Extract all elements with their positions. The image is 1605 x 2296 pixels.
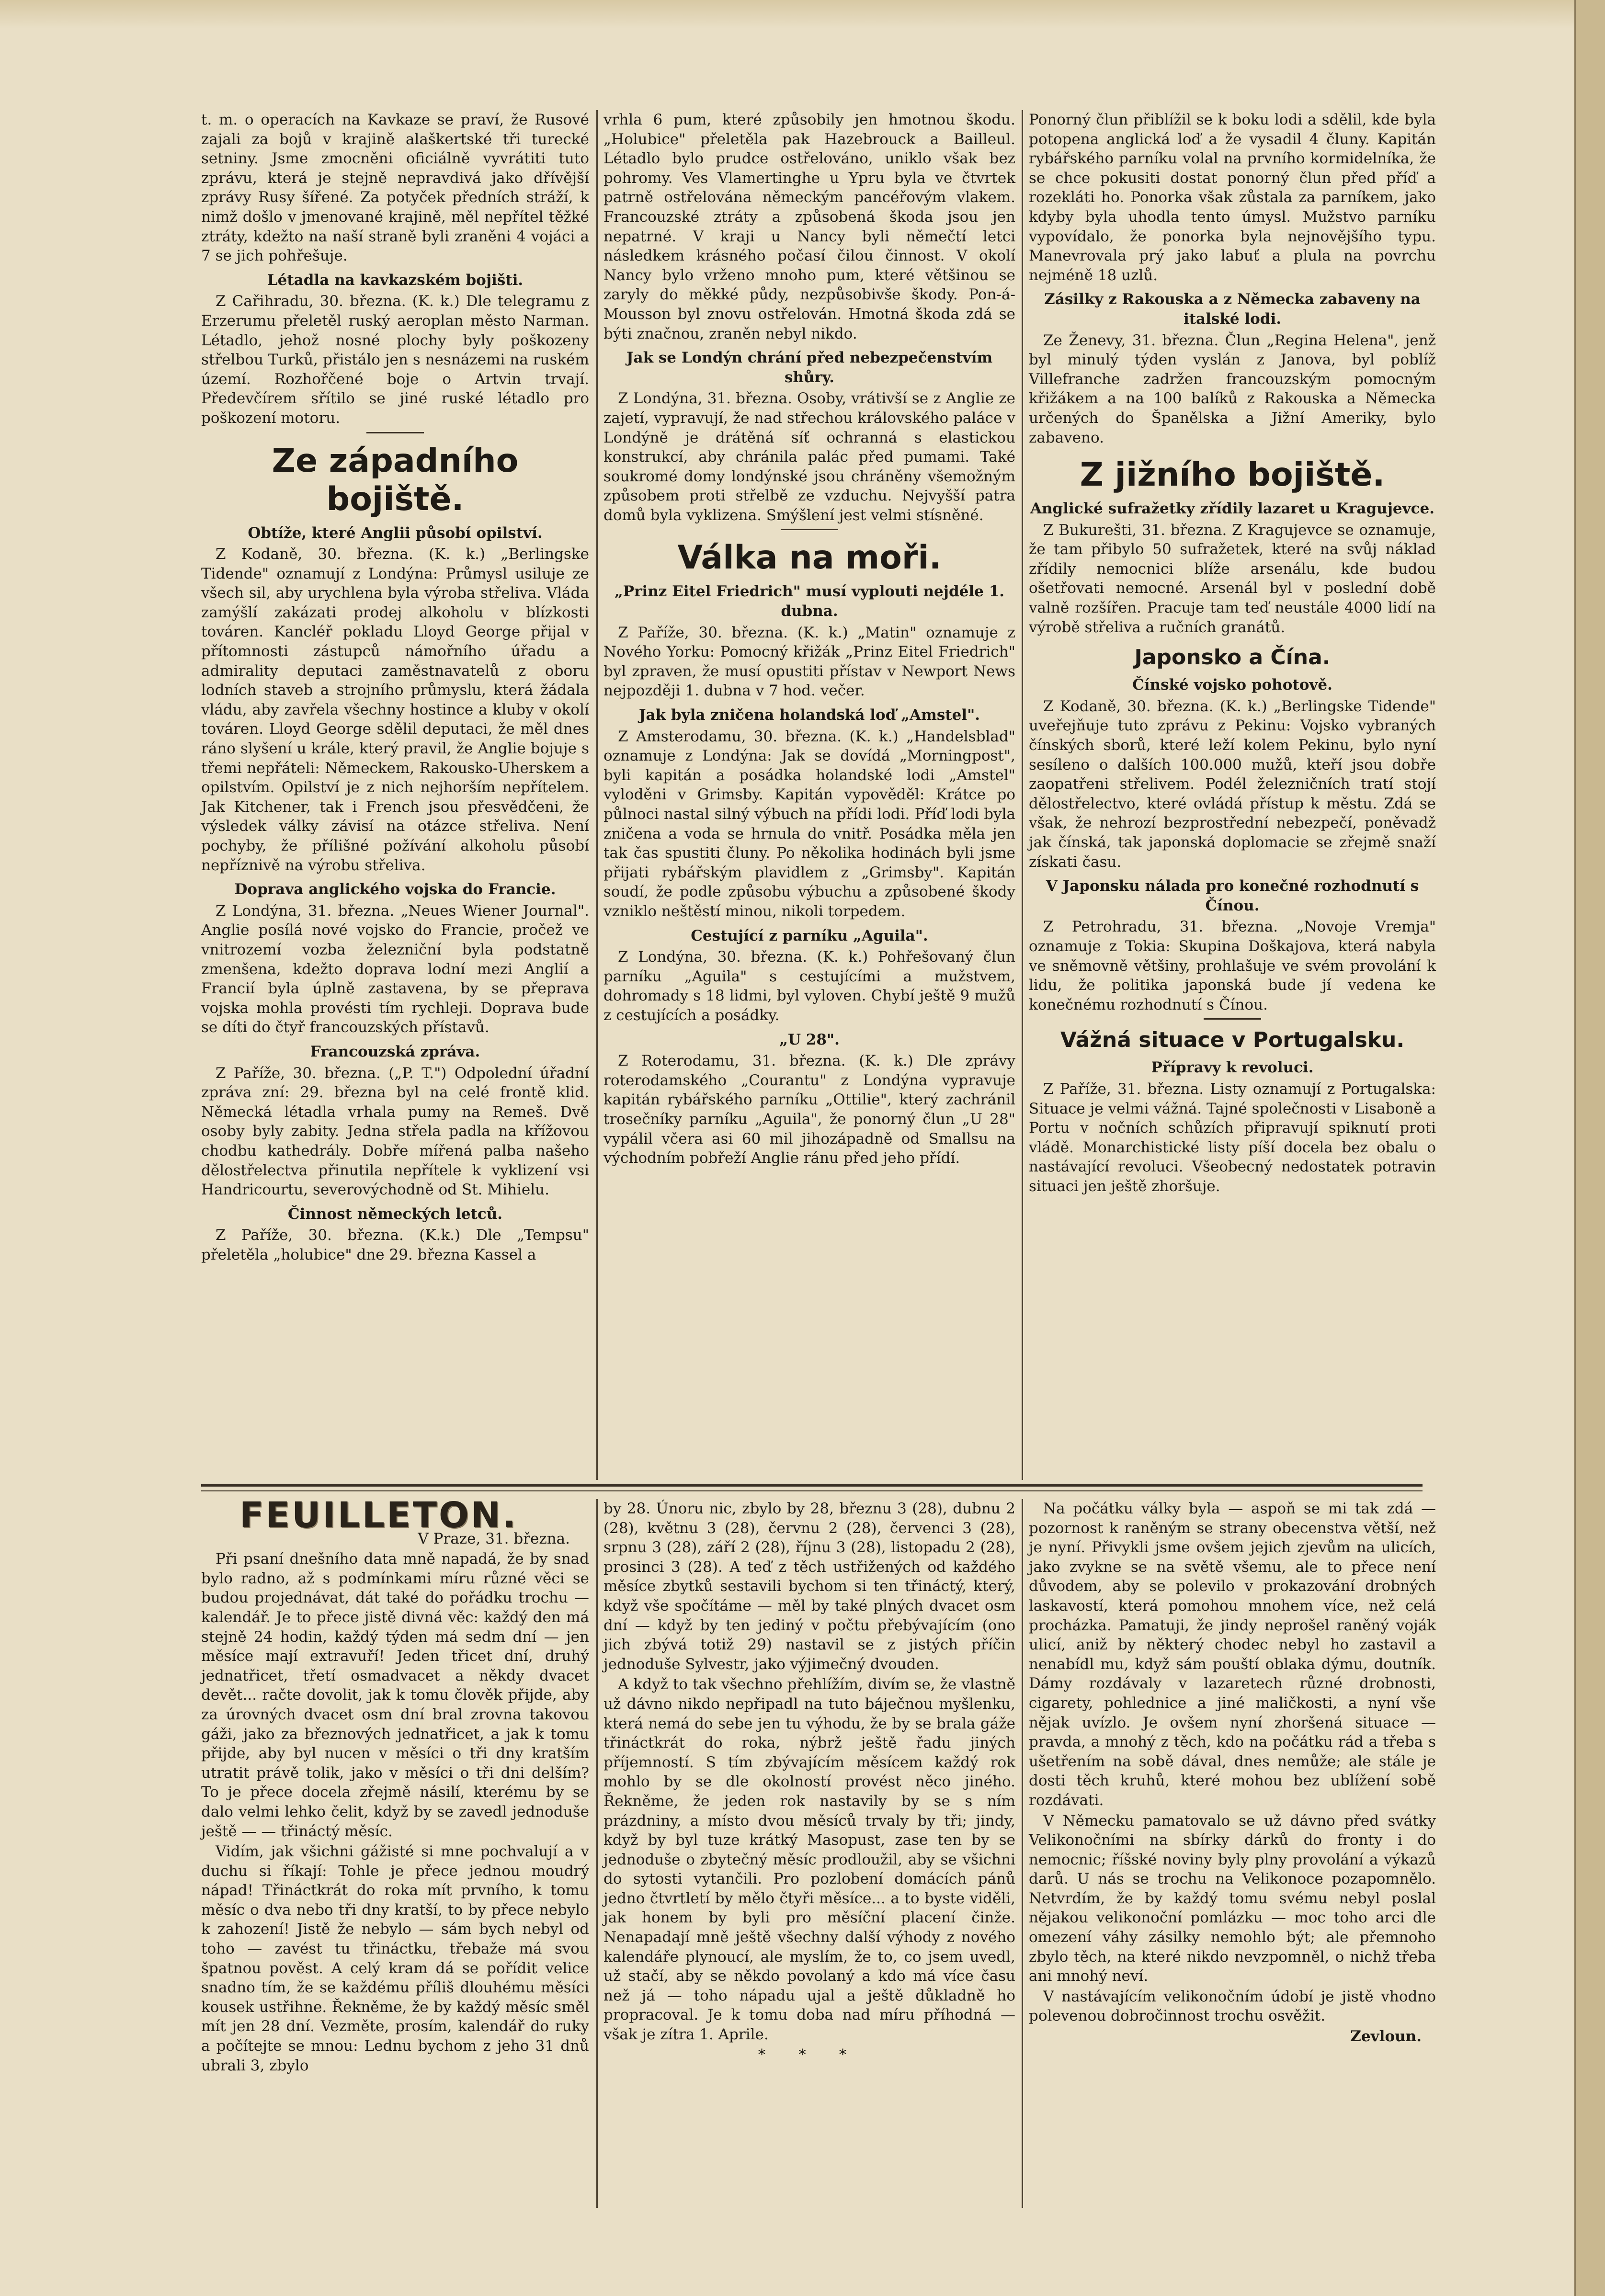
divider	[366, 432, 424, 433]
section-heading: Ze západního bojiště.	[272, 442, 519, 518]
feuilleton-dateline: V Praze, 31. března.	[418, 1530, 570, 1547]
article-text: Z Paříže, 30. března. (K.k.) Dle „Tempsu" přeletěla „holubice" dne 29. března Kassel a	[201, 1227, 589, 1263]
article-heading: Jak se Londýn chrání před nebezpečenstvím shůry.	[626, 349, 993, 386]
feuilleton-text: V Německu pamatovalo se už dávno před svátky Velikonočními na sbírky dárků do fronty i do nemocnic; říšské noviny byly plny provolání a výkazů darů. U nás se trochu na Velikonoce pozapomnělo. Netvrdím, že by každý tomu svému nebyl poslal nějakou velikonoční pomlázku — moc toho arci dle omezení váhy zásilky nemohlo být; ale přemnoho zbylo těch, na které nikdo nevzpomněl, o nichž třeba ani mnohý neví.	[1029, 1812, 1436, 1985]
section-heading: Japonsko a Čína.	[1134, 645, 1331, 670]
divider	[1204, 1018, 1261, 1020]
feuilleton-text: Při psaní dnešního data mně napadá, že by snad bylo radno, až s podmínkami míru různé věci se budou projednávat, dát také do pořádku trochu — kalendář. Je to přece jistě divná věc: každý den má stejně 24 hodin, každý týden má sedm dní — jen měsíce mají extravuří! Jeden třicet dní, druhý jednatřicet, třetí osmadvacet a někdy dvacet devět... račte dovolit, jak k tomu člověk přijde, aby za úrovných dvacet osm dní bral zrovna takovou gáži, jako za březnových jednatřicet, a jak k tomu přijde, aby byl nucen v měsíci o tři dny kratším utratit právě tolik, jako v měsíci o tři dni delším? To je přece docela zřejmě násilí, kterému by se dalo velmi lehko čelit, když by se zavedl jednoduše ještě — — třináctý měsíc.	[201, 1550, 589, 1840]
article-heading: Létadla na kavkazském bojišti.	[267, 271, 524, 289]
section-heading: Z jižního bojiště.	[1080, 456, 1385, 494]
feuilleton-title: FEUILLETON.	[239, 1495, 518, 1536]
article-text: Z Londýna, 31. března. Osoby, vrátivší se z Anglie ze zajetí, vypravují, že nad střechou královského paláce v Londýně je drátěná síť ochranná s elastickou konstrukcí, aby chránila palác před pumami. Také soukromé domy londýnské jsou chráněny všemožným způsobem proti střelbě ze vzduchu. Nejvyšší patra domů byla vyklizena. Smýšlení jest velmi stísněné.	[603, 390, 1015, 524]
section-heading: Válka na moři.	[677, 539, 942, 577]
feuilleton-text: A když to tak všechno přehlížím, divím se, že vlastně už dávno nikdo nepřipadl na tuto báječnou myšlenku, která nemá do sebe jen tu výhodu, že by se brala gáže třináctkrát do roka, nýbrž ještě řadu jiných příjemností. S tím zbývajícím měsícem každý rok mohlo by se dle okolností provést něco jiného. Řekněme, že jeden rok nastavily by se s ním prázdniny, a místo dvou měsíců trvaly by tři; jindy, když by byl tuze krátký Masopust, zase ten by se jednoduše o zbytečný měsíc prodloužil, aby se všichni do sytosti vytančili. Pro pozlobení domácích pánů jedno čtvrtletí by mělo čtyři měsíce... a to byste viděli, jak honem by byli pro měsíční placení činže. Nenapadají mně ještě všechny další výhody z nového kalendáře plynoucí, ale myslím, že to, co jsem uvedl, už stačí, aby se někdo povolaný a kdo má více času než já — toho nápadu ujal a ještě důkladně ho propracoval. Je k tomu doba nad míru příhodná — však je zítra 1. Aprile.	[603, 1676, 1015, 2044]
article-heading: Zásilky z Rakouska a z Německa zabaveny na italské lodi.	[1044, 291, 1421, 328]
article-text: Z Paříže, 31. března. Listy oznamují z Portugalska: Situace je velmi vážná. Tajné společnosti v Lisaboně a Portu v nočních schůzích připravují spiknutí proti vládě. Monarchistické listy píší docela bez obalu o nastávající revoluci. Všeobecný nedostatek potravin situaci jen ještě zhoršuje.	[1029, 1080, 1436, 1195]
feuilleton-text: Vidím, jak všichni gážisté si mne pochvalují a v duchu si říkají: Tohle je přece jednou moudrý nápad! Třináctkrát do roka mít prvního, k tomu měsíc o dva nebo tři dny kratší, to by přece nebylo k zahození! Jistě že nebylo — sám bych nebyl od toho — zavést tu třináctku, třebaže má svou špatnou pověst. A celý kram dá se pořídit velice snadno tím, že se každému příliš dlouhému měsíci kousek ustřihne. Řekněme, že by každý měsíc směl mít jen 28 dní. Vezměte, prosím, kalendář do ruky a počítejte se mnou: Lednu bychom z jeho 31 dnů ubrali 3, zbylo	[201, 1843, 589, 2074]
article-heading: „U 28".	[779, 1031, 840, 1048]
article-text: Z Londýna, 31. března. „Neues Wiener Journal". Anglie posílá nové vojsko do Francie, pročež ve vnitrozemí vozba železniční byla podstatně zmenšena, kdežto doprava lodní mezi Anglií a Francií byla úplně zastavena, by se přeprava vojska mohla provésti tím rychleji. Doprava bude se díti do čtyř francouzských přístavů.	[201, 902, 589, 1036]
article-heading: Doprava anglického vojska do Francie.	[234, 881, 556, 898]
column-rule	[1022, 1499, 1023, 2208]
feuilleton-separator	[201, 1484, 1423, 1487]
article-text: Z Cařihradu, 30. března. (K. k.) Dle telegramu z Erzerumu přeletěl ruský aeroplan město Narman. Létadlo, jehož nosné plochy byly poškozeny střelbou Turků, přistálo jen s nesnázemi na ruském území. Rozhořčené boje o Artvin trvají. Předevčírem sřítilo se jiné ruské létadlo pro poškození motoru.	[201, 293, 589, 427]
article-text: Ponorný člun přiblížil se k boku lodi a sdělil, kde byla potopena anglická loď a že vysadil 4 čluny. Kapitán rybářského parníku volal na prvního kormidelníka, že se chce pokusiti dostat ponorný člun před příď a rozekláti ho. Ponorka však zůstala za parníkem, jako kdyby byla uhodla tento úmysl. Mužstvo parníku vypovídalo, že ponorka byla nejnovějšího typu. Manevrovala prý jako labuť a plula na povrchu nejméně 18 uzlů.	[1029, 111, 1436, 284]
article-heading: Francouzská zpráva.	[310, 1043, 480, 1060]
column-rule	[1022, 110, 1023, 1480]
article-text: Z Roterodamu, 31. března. (K. k.) Dle zprávy roterodamského „Courantu" z Londýna vypravuje kapitán rybářského parníku „Ottilie", který zachránil trosečníky parníku „Aguila", že ponorný člun „U 28" vypálil včera asi 60 mil jihozápadně od Smallsu na východním pobřeží Anglie ránu před jeho přídí.	[603, 1052, 1015, 1167]
feuilleton-text: Na počátku války byla — aspoň se mi tak zdá — pozornost k raněným se strany obecenstva větší, než je nyní. Přivykli jsme ovšem jejich zjevům na ulicích, jako zvykne se na světě všemu, ale to přece není důvodem, aby se polevilo v prokazování drobných laskavostí, která pomohou mnohem více, než celá procházka. Pamatuji, že jindy neprošel raněný voják ulicí, aniž by některý chodec nebyl ho zastavil a nenabídl mu, když sám pouští oblaka dýmu, doutník. Dámy rozdávaly v lazaretech různé drobnosti, cigarety, pohlednice a jiné maličkosti, a nyní vše nějak uvízlo. Je ovšem nyní zhoršená situace — pravda, a mnohý z těch, kdo na počátku rád a třeba s ušetřením na sobě dával, dnes nemůže; ale stále je dosti těch kruhů, které mohou bez ublížení sobě rozdávati.	[1029, 1500, 1436, 1809]
feuilleton-text: V nastávajícím velikonočním údobí je jistě vhodno polevenou dobročinnost trochu osvěžit.	[1029, 1988, 1436, 2025]
feuilleton-separator-thin	[201, 1490, 1423, 1491]
article-text: Ze Ženevy, 31. března. Člun „Regina Helena", jenž byl minulý týden vyslán z Janova, byl poblíž Villefranche zadržen francouzským pomocným křižákem a na 100 balíků z Rakouska a Německa určených do Španělska a Jižní Ameriky, bylo zabaveno.	[1029, 331, 1436, 446]
page-edge-top	[0, 0, 1605, 29]
article-text: Z Kodaně, 30. března. (K. k.) „Berlingske Tidende" uveřejňuje tuto zprávu z Pekinu: Vojsko vybraných čínských sborů, které leží kolem Pekinu, bylo nyní sesíleno o dalších 100.000 mužů, kteří jsou dobře zaopatřeni střelivem. Podél železničních tratí stojí dělostřelectvo, které ovládá přístup k městu. Zdá se však, že nehrozí bezprostřední nebezpečí, poněvadž jak čínská, tak japonská doplomacie se zřejmě snaží získati času.	[1029, 697, 1436, 871]
divider	[781, 529, 838, 530]
article-text: Z Londýna, 30. března. (K. k.) Pohřešovaný člun parníku „Aguila" s cestujícími a mužstvem, dohromady s 18 lidmi, byl vyloven. Chybí ještě 9 mužů z cestujících a posádky.	[603, 948, 1015, 1024]
column-1	[201, 110, 589, 1265]
article-text: Z Bukurešti, 31. března. Z Kragujevce se oznamuje, že tam přibylo 50 sufražetek, které na svůj náklad zřídily nemocnici blíže arsenálu, kde budou ošetřovati nemocné. Arsenál byl v poslední době valně rozšířen. Pracuje tam teď neustále 4000 lidí na výrobě střeliva a ručních granátů.	[1029, 521, 1436, 636]
column-2	[603, 110, 1015, 1169]
article-text: Z Petrohradu, 31. března. „Novoje Vremja" oznamuje z Tokia: Skupina Doškajova, která nabyla ve sněmovně většiny, prohlašuje ve svém provolání k lidu, že politika japonská bude jí vedena ke konečnému rozhodnutí s Čínou.	[1029, 918, 1436, 1013]
article-heading: V Japonsku nálada pro konečné rozhodnutí s Čínou.	[1046, 877, 1419, 914]
article-text: Z Paříže, 30. března. (K. k.) „Matin" oznamuje z Nového Yorku: Pomocný křižák „Prinz Eitel Friedrich" byl zpraven, že musí opustiti přístav v Newport News nejpozději 1. dubna v 7 hod. večer.	[603, 624, 1015, 700]
article-heading: „Prinz Eitel Friedrich" musí vyplouti nejdéle 1. dubna.	[614, 583, 1005, 620]
article-text: t. m. o operacích na Kavkaze se praví, že Rusové zajali za bojů v krajině alaškertské tři turecké setniny. Jsme zmocněni oficiálně vyvrátiti tuto zprávu, která je stejně nepravdivá jako dřívější zprávy Rusy šířené. Za potyček předních stráží, k nimž došlo v jmenované krajině, měl nepřítel těžké ztráty, kdežto na naší straně byli zraněni 4 vojáci a 7 se jich pohřešuje.	[201, 111, 589, 265]
article-heading: Činnost německých letců.	[287, 1205, 503, 1223]
article-text: Z Paříže, 30. března. („P. T.") Odpolední úřadní zpráva zní: 29. března byl na celé frontě klid. Německá létadla vrhala pumy na Remeš. Dvě osoby byly zabity. Jedna střela padla na křížovou chodbu kathedrály. Dobře mířená palba našeho dělostřelectva přinutila nepřítele k vyklizení vsi Handricourtu, severovýchodně od St. Mihielu.	[201, 1064, 589, 1199]
article-heading: Obtíže, které Anglii působí opilství.	[248, 524, 543, 542]
article-text: Z Amsterodamu, 30. března. (K. k.) „Handelsblad" oznamuje z Londýna: Jak se dovídá „Morningpost", byli kapitán a posádka holandské lodi „Amstel" vyloděni v Grimsby. Kapitán vypověděl: Krátce po půlnoci nastal silný výbuch na přídi lodi. Příď lodi byla zničena a voda se hrnula do vnitř. Posádka měla jen tak čas spustiti čluny. Po několika hodinách byli jsme přijati rybářským plavidlem z „Grimsby". Kapitán soudí, že podle způsobu výbuchu a způsobené škody vzniklo neštěstí minou, nikoli torpedem.	[603, 727, 1015, 920]
column-3	[1029, 110, 1436, 1197]
feuilleton-signature: Zevloun.	[1350, 2028, 1422, 2046]
article-heading: Přípravy k revoluci.	[1151, 1059, 1314, 1077]
column-rule	[596, 1499, 598, 2208]
article-text: vrhla 6 pum, které způsobily jen hmotnou škodu. „Holubice" přeletěla pak Hazebrouck a Bailleul. Létadlo bylo prudce ostřelováno, uniklo však bez pohromy. Ves Vlamertinghe u Ypru byla ve čtvrtek patrně ostřelována německým pancéřovým vlakem. Francouzské ztráty a způsobená škoda jsou jen nepatrné. V kraji u Nancy byli němečtí letci následkem krásného počasí čilou činnost. V okolí Nancy bylo vrženo mnoho pum, které většinou se zaryly do měkké půdy, nezpůsobivše škody. Pon-á-Mousson byl znovu ostřelován. Hmotná škoda zdá se býti značnou, zraněn nebyl nikdo.	[603, 111, 1015, 342]
section-stars: * * *	[758, 2046, 861, 2063]
article-heading: Čínské vojsko pohotově.	[1132, 676, 1332, 694]
feuilleton-column-2	[603, 1499, 1015, 2065]
feuilleton-column-1	[201, 1495, 589, 2076]
feuilleton-text: by 28. Únoru nic, zbylo by 28, březnu 3 (28), dubnu 2 (28), květnu 3 (28), červnu 2 (28), červenci 3 (28), srpnu 3 (28), září 2 (28), říjnu 3 (28), listopadu 2 (28), prosinci 3 (28). A teď z těch ustřižených od každého měsíce zbytků sestavili bychom si ten třináctý, který, když vše spočítáme — měl by také plných dvacet osm dní — když by ten jediný v počtu přebývajícím (ono jich zbývá totiž 29) nastavil se z jistých příčin jednoduše Sylvestr, jako výjimečný dvouden.	[603, 1500, 1015, 1673]
article-heading: Cestující z parníku „Aguila".	[691, 927, 928, 944]
column-rule	[596, 110, 598, 1480]
article-heading: Jak byla zničena holandská loď „Amstel".	[638, 706, 980, 724]
article-text: Z Kodaně, 30. března. (K. k.) „Berlingske Tidende" oznamují z Londýna: Průmysl usiluje ze všech sil, aby urychlena byla výroba střeliva. Vláda zamýšlí zakázati prodej alkoholu v blízkosti továren. Kancléř pokladu Lloyd George přijal v přítomnosti zástupců námořního úřadu a admirality deputaci zaměstnavatelů z oboru lodních staveb a strojního průmyslu, která žádala vládu, aby zavřela všechny hostince a kluby v okolí továren. Lloyd George sdělil deputaci, že měl dnes ráno slyšení u krále, který pravil, že Anglie bojuje s třemi nepřáteli: Německem, Rakousko-Uherskem a opilstvím. Opilství je z nich nejhorším nepřítelem. Jak Kitchener, tak i French jsou přesvědčeni, že výsledek války závisí na otázce střeliva. Není pochyby, že přílišné požívání alkoholu působí nepříznivě na výrobu střeliva.	[201, 546, 589, 874]
section-heading: Vážná situace v Portugalsku.	[1060, 1028, 1405, 1053]
feuilleton-column-3	[1029, 1499, 1436, 2047]
page-edge-right	[1574, 0, 1605, 2296]
article-heading: Anglické sufražetky zřídily lazaret u Kragujevce.	[1030, 500, 1435, 518]
